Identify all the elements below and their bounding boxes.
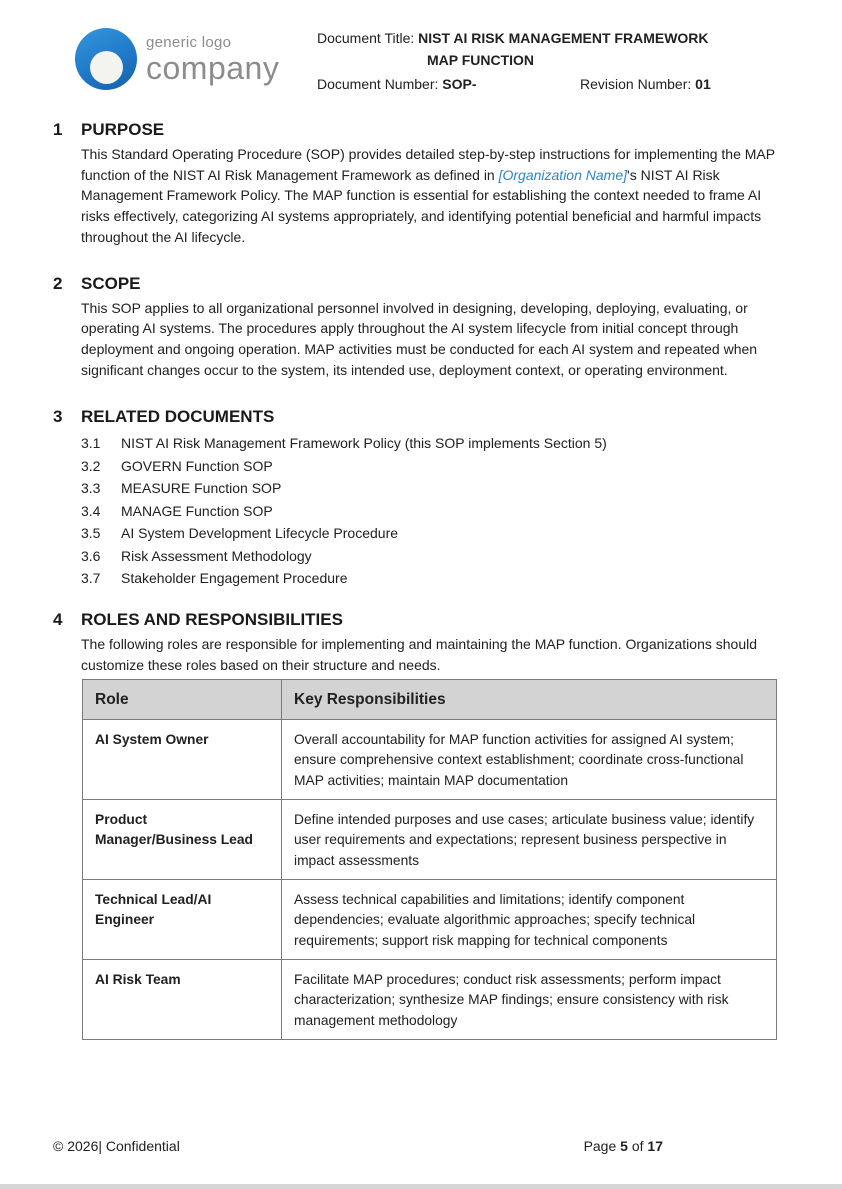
page-total: 17 <box>647 1138 663 1154</box>
section-number: 2 <box>53 273 63 293</box>
table-row <box>83 960 777 1040</box>
section-related-documents <box>53 407 790 590</box>
roles-table <box>82 679 777 1040</box>
section-title: RELATED DOCUMENTS <box>81 407 275 427</box>
section-purpose <box>53 120 790 248</box>
role-name-cell: AI System Owner <box>83 720 282 800</box>
section-number: 1 <box>53 120 63 139</box>
document-title-value: NIST AI RISK MANAGEMENT FRAMEWORK <box>418 30 709 46</box>
section-purpose-heading <box>53 120 790 140</box>
section-title: ROLES AND RESPONSIBILITIES <box>81 609 343 629</box>
table-header-role: Role <box>83 680 282 720</box>
section-scope-heading <box>53 274 790 294</box>
roles-intro-paragraph: The following roles are responsible for implementing and maintaining the MAP function. Organizations should customize these roles based on their structure and needs. <box>81 635 758 673</box>
page-edge-divider <box>0 1184 842 1189</box>
table-header-responsibilities: Key Responsibilities <box>282 680 777 720</box>
page-number <box>584 1138 663 1154</box>
document-number <box>317 76 477 92</box>
page-current: 5 <box>620 1138 628 1154</box>
list-item-number: 3.3 <box>81 480 101 497</box>
role-responsibilities-cell: Define intended purposes and use cases; articulate business value; identify user requirements and expectations; represent business perspective in impact assessments <box>282 800 777 880</box>
page-of-label: of <box>627 1138 648 1154</box>
logo-circle-icon <box>75 28 137 90</box>
document-header <box>53 28 790 90</box>
list-item-number: 3.2 <box>81 457 101 474</box>
section-title: PURPOSE <box>81 120 165 139</box>
list-item-number: 3.4 <box>81 502 101 519</box>
list-item <box>81 477 790 500</box>
list-item-text: Stakeholder Engagement Procedure <box>121 570 348 587</box>
document-number-label: Document Number: <box>317 76 443 92</box>
list-item-text: MEASURE Function SOP <box>121 480 282 497</box>
table-row <box>83 880 777 960</box>
section-number: 4 <box>53 609 63 629</box>
list-item-number: 3.1 <box>81 435 101 452</box>
document-title-line <box>317 30 709 46</box>
logo-company-name: company <box>146 49 280 86</box>
role-name-cell: Product Manager/Business Lead <box>83 800 282 880</box>
list-item-number: 3.7 <box>81 570 101 587</box>
list-item-text: GOVERN Function SOP <box>121 457 273 474</box>
table-row <box>83 720 777 800</box>
table-row <box>83 800 777 880</box>
section-number: 3 <box>53 407 63 427</box>
section-title: SCOPE <box>81 273 141 293</box>
role-responsibilities-cell: Assess technical capabilities and limitations; identify component dependencies; evaluate algorithmic approaches; specify technical requirements; support risk mapping for technical components <box>282 880 777 960</box>
revision-number-label: Revision Number: <box>580 76 696 92</box>
document-number-value: SOP- <box>442 76 477 92</box>
list-item-number: 3.6 <box>81 547 101 564</box>
purpose-text-2: 's NIST AI Risk Management Framework Policy. The MAP function is essential for establishing the context needed to frame AI risks effectively, categorizing AI systems appropriately, and identifying potential beneficial and harmful impacts throughout the AI lifecycle. <box>81 166 762 245</box>
list-item <box>81 567 790 590</box>
document-title-label: Document Title: <box>317 30 419 46</box>
copyright-text: © 2026| Confidential <box>53 1138 180 1154</box>
list-item-text: Risk Assessment Methodology <box>121 547 312 564</box>
role-responsibilities-cell: Facilitate MAP procedures; conduct risk assessments; perform impact characterization; synthesize MAP findings; ensure consistency with risk management methodology <box>282 960 777 1040</box>
section-scope <box>53 274 790 381</box>
table-header-row <box>83 680 777 720</box>
page-label: Page <box>583 1138 621 1154</box>
section-roles-heading <box>53 610 790 630</box>
list-item <box>81 455 790 478</box>
role-name-cell: AI Risk Team <box>83 960 282 1040</box>
document-title-line2: MAP FUNCTION <box>426 52 535 68</box>
role-name-cell: Technical Lead/AI Engineer <box>83 880 282 960</box>
logo-tagline: generic logo <box>146 33 232 51</box>
revision-number <box>580 76 711 92</box>
list-item <box>81 545 790 568</box>
purpose-text-1: This Standard Operating Procedure (SOP) provides detailed step-by-step instructions for implementing the MAP function of the NIST AI Risk Management Framework as defined in <box>81 146 775 183</box>
section-related-heading <box>53 407 790 427</box>
revision-number-value: 01 <box>695 76 711 92</box>
purpose-paragraph <box>81 144 790 248</box>
list-item-text: AI System Development Lifecycle Procedure <box>121 525 399 542</box>
list-item <box>81 522 790 545</box>
section-roles <box>53 610 790 1040</box>
scope-paragraph: This SOP applies to all organizational personnel involved in designing, developing, deploying, evaluating, or operating AI systems. The procedures apply throughout the AI system lifecycle from initial concept through deployment and ongoing operation. MAP activities must be conducted for each AI system and repeated when significant changes occur to the system, its intended use, deployment context, or operating environment. <box>81 299 758 378</box>
document-meta-row <box>317 76 790 92</box>
role-responsibilities-cell: Overall accountability for MAP function activities for assigned AI system; ensure comprehensive context establishment; coordinate cross-functional MAP activities; maintain MAP documentation <box>282 720 777 800</box>
organization-name-placeholder: [Organization Name] <box>498 166 628 183</box>
related-documents-list <box>81 432 790 590</box>
list-item-text: NIST AI Risk Management Framework Policy (this SOP implements Section 5) <box>121 435 607 452</box>
list-item-number: 3.5 <box>81 525 101 542</box>
list-item-text: MANAGE Function SOP <box>121 502 273 519</box>
list-item <box>81 500 790 523</box>
list-item <box>81 432 790 455</box>
